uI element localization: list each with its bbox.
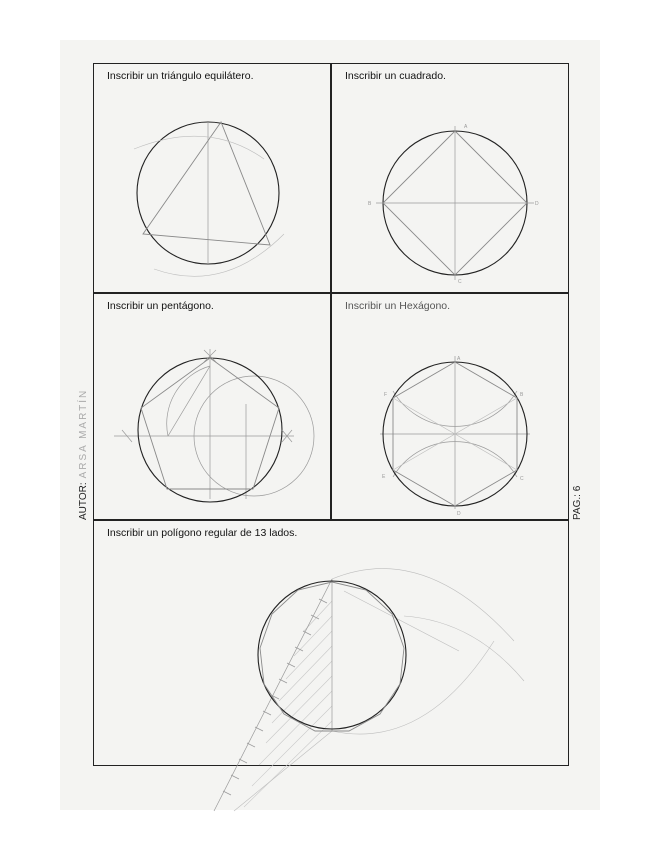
author-name: ARSA MARTÍN xyxy=(78,388,89,479)
cell-title: Inscribir un Hexágono. xyxy=(345,300,451,312)
vertex-label: D xyxy=(457,511,461,517)
polygon-13-drawing xyxy=(94,521,568,811)
vertex-label: B xyxy=(520,392,524,398)
page-number: PAG.: 6 xyxy=(572,485,583,520)
vertex-label: F xyxy=(384,392,388,398)
vertex-label: C xyxy=(520,476,524,482)
square-drawing xyxy=(332,64,568,292)
cell-square xyxy=(332,64,568,292)
cell-title: Inscribir un polígono regular de 13 lados. xyxy=(107,527,298,539)
vertex-label: E xyxy=(382,474,386,480)
triangle-drawing xyxy=(94,64,330,292)
cell-hexagon xyxy=(332,294,568,519)
vertex-label: A xyxy=(464,124,468,130)
cell-pentagon xyxy=(94,294,330,519)
vertex-label: C xyxy=(458,279,462,285)
construction-arc xyxy=(332,569,514,641)
hexagon-drawing xyxy=(332,294,568,519)
author-prefix: AUTOR: xyxy=(78,482,89,520)
division-line xyxy=(214,579,332,811)
author-label xyxy=(78,389,89,520)
vertex-label: B xyxy=(368,201,372,207)
cell-title: Inscribir un pentágono. xyxy=(107,300,214,312)
vertex-label: A xyxy=(457,356,461,362)
cell-title: Inscribir un cuadrado. xyxy=(345,70,446,82)
pentagon-drawing xyxy=(94,294,330,519)
construction-arc xyxy=(404,616,524,681)
hatch-area xyxy=(244,601,332,807)
cell-triangle xyxy=(94,64,330,292)
triangle xyxy=(143,122,270,245)
cell-title: Inscribir un triángulo equilátero. xyxy=(107,70,254,82)
construction-arc xyxy=(332,641,494,734)
cell-polygon-13 xyxy=(94,521,568,765)
vertex-label: D xyxy=(535,201,539,207)
